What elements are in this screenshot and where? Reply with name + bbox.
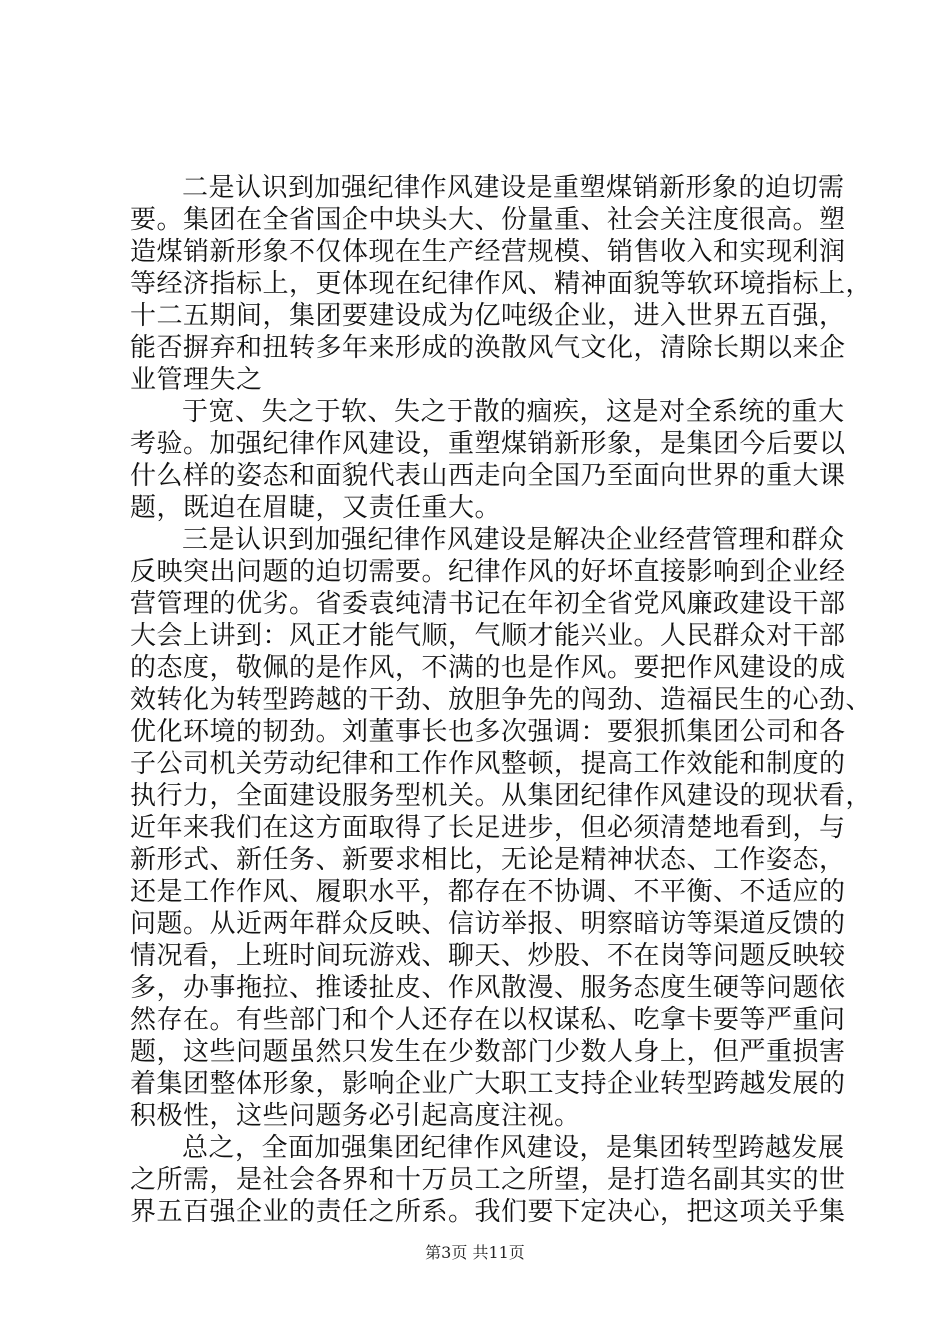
text-line: 然存在。有些部门和个人还存在以权谋私、吃拿卡要等严重问 [130,1005,846,1035]
text-line: 题，既迫在眉睫，又责任重大。 [130,493,502,523]
text-line: 效转化为转型跨越的干劲、放胆争先的闯劲、造福民生的心劲、 [130,685,873,715]
page-number-footer: 第3页 共11页 [425,1243,525,1262]
text-line: 执行力，全面建设服务型机关。从集团纪律作风建设的现状看， [130,781,873,811]
text-line: 什么样的姿态和面貌代表山西走向全国乃至面向世界的重大课 [130,461,846,491]
text-line: 三是认识到加强纪律作风建设是解决企业经营管理和群众 [182,525,845,555]
text-line: 子公司机关劳动纪律和工作作风整顿，提高工作效能和制度的 [130,749,846,779]
text-line: 总之，全面加强集团纪律作风建设，是集团转型跨越发展 [182,1133,845,1163]
document-body [130,172,873,1228]
text-line: 造煤销新形象不仅体现在生产经营规模、销售收入和实现利润 [130,237,846,267]
text-line: 优化环境的韧劲。刘董事长也多次强调：要狠抓集团公司和各 [130,717,846,747]
text-line: 问题。从近两年群众反映、信访举报、明察暗访等渠道反馈的 [130,909,846,939]
text-line: 情况看，上班时间玩游戏、聊天、炒股、不在岗等问题反映较 [130,941,846,971]
text-line: 积极性，这些问题务必引起高度注视。 [130,1101,581,1131]
text-line: 大会上讲到：风正才能气顺，气顺才能兴业。人民群众对干部 [130,621,846,651]
text-line: 还是工作作风、履职水平，都存在不协调、不平衡、不适应的 [130,877,846,907]
text-line: 新形式、新任务、新要求相比，无论是精神状态、工作姿态， [130,845,846,875]
text-line: 界五百强企业的责任之所系。我们要下定决心，把这项关乎集 [130,1197,846,1227]
text-line: 题，这些问题虽然只发生在少数部门少数人身上，但严重损害 [130,1037,846,1067]
text-line: 业管理失之 [130,365,263,395]
text-line: 之所需，是社会各界和十万员工之所望，是打造名副其实的世 [130,1165,846,1195]
text-line: 近年来我们在这方面取得了长足进步，但必须清楚地看到，与 [130,813,846,843]
text-line: 二是认识到加强纪律作风建设是重塑煤销新形象的迫切需 [182,173,845,203]
text-line: 于宽、失之于软、失之于散的痼疾，这是对全系统的重大 [182,397,845,427]
text-line: 考验。加强纪律作风建设，重塑煤销新形象，是集团今后要以 [130,429,846,459]
text-line: 要。集团在全省国企中块头大、份量重、社会关注度很高。塑 [130,205,846,235]
text-line: 着集团整体形象，影响企业广大职工支持企业转型跨越发展的 [130,1069,846,1099]
text-line: 反映突出问题的迫切需要。纪律作风的好坏直接影响到企业经 [130,557,846,587]
text-line: 的态度，敬佩的是作风，不满的也是作风。要把作风建设的成 [130,653,846,683]
text-line: 等经济指标上，更体现在纪律作风、精神面貌等软环境指标上， [130,269,873,299]
text-line: 十二五期间，集团要建设成为亿吨级企业，进入世界五百强， [130,301,846,331]
text-line: 多，办事拖拉、推诿扯皮、作风散漫、服务态度生硬等问题依 [130,973,846,1003]
text-line: 营管理的优劣。省委袁纯清书记在年初全省党风廉政建设干部 [130,589,846,619]
text-line: 能否摒弃和扭转多年来形成的涣散风气文化，清除长期以来企 [130,333,846,363]
